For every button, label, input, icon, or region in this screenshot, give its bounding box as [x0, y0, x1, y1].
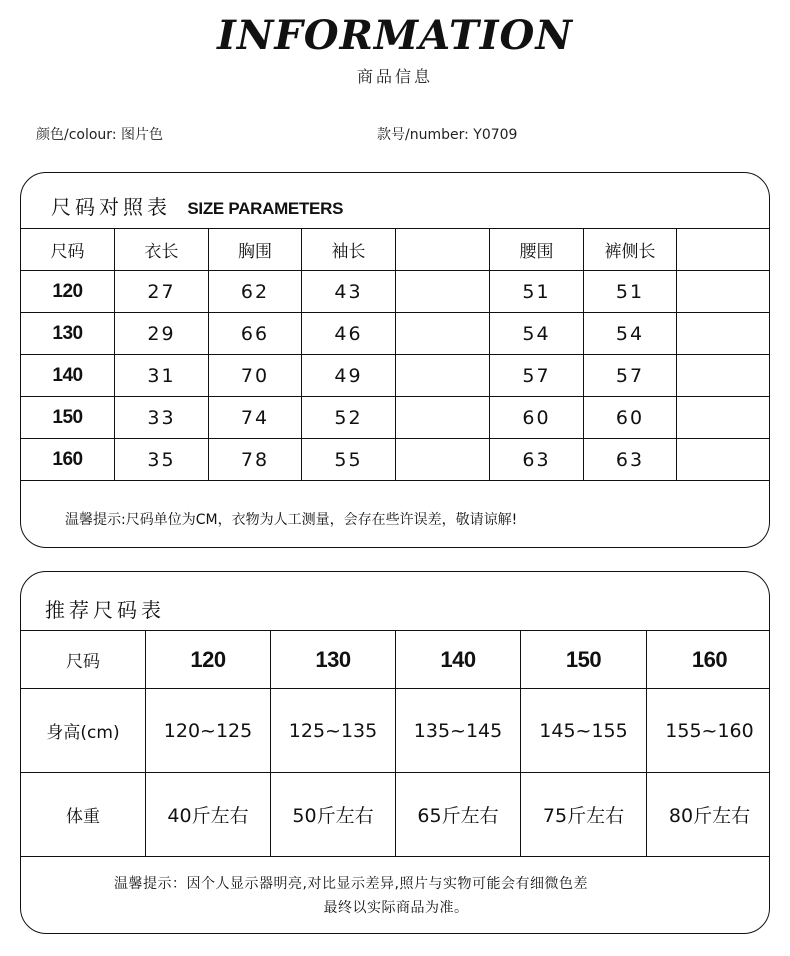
value-cell: [396, 313, 490, 355]
value-cell: [396, 397, 490, 439]
table-row: [21, 313, 771, 355]
value-cell: 33: [115, 397, 209, 439]
value-cell: 62: [209, 271, 302, 313]
height-cell: 155~160: [647, 689, 771, 773]
header-cell: 胸围: [209, 229, 302, 271]
value-cell: 60: [490, 397, 584, 439]
header-cell: 衣长: [115, 229, 209, 271]
value-cell: 29: [115, 313, 209, 355]
value-cell: [677, 313, 771, 355]
value-cell: 57: [584, 355, 677, 397]
row-label: 尺码: [21, 631, 146, 689]
size-chart-title-en: SIZE PARAMETERS: [187, 199, 344, 218]
value-cell: 51: [584, 271, 677, 313]
style-number-value: Y0709: [473, 127, 518, 143]
page-title: INFORMATION: [217, 12, 573, 59]
size-chart-panel: [20, 172, 770, 548]
recommend-panel: [20, 571, 770, 934]
recommend-note-line2: 最终以实际商品为准。: [323, 900, 469, 916]
value-cell: 57: [490, 355, 584, 397]
style-number-info: [377, 124, 517, 144]
header-cell: 腰围: [490, 229, 584, 271]
value-cell: [677, 397, 771, 439]
size-cell: 130: [21, 313, 115, 355]
recommend-weight-row: [21, 773, 771, 857]
recommend-table: [20, 630, 770, 857]
size-cell: 160: [647, 631, 771, 689]
size-chart-table: [20, 228, 770, 481]
value-cell: 54: [584, 313, 677, 355]
value-cell: 49: [302, 355, 396, 397]
recommend-height-row: [21, 689, 771, 773]
size-cell: 150: [521, 631, 647, 689]
value-cell: [677, 355, 771, 397]
weight-cell: 65斤左右: [396, 773, 521, 857]
weight-cell: 75斤左右: [521, 773, 647, 857]
value-cell: 74: [209, 397, 302, 439]
value-cell: 46: [302, 313, 396, 355]
header-cell: 袖长: [302, 229, 396, 271]
size-chart-header-row: [21, 229, 771, 271]
value-cell: [677, 271, 771, 313]
color-info: [36, 124, 163, 144]
header-cell: [677, 229, 771, 271]
value-cell: 27: [115, 271, 209, 313]
size-cell: 130: [271, 631, 396, 689]
color-label: 颜色/colour:: [36, 127, 117, 143]
height-cell: 145~155: [521, 689, 647, 773]
size-cell: 120: [146, 631, 271, 689]
value-cell: 51: [490, 271, 584, 313]
height-cell: 135~145: [396, 689, 521, 773]
value-cell: 43: [302, 271, 396, 313]
value-cell: 54: [490, 313, 584, 355]
recommend-size-row: [21, 631, 771, 689]
value-cell: [396, 271, 490, 313]
size-cell: 120: [21, 271, 115, 313]
size-chart-title-cn: 尺码对照表: [51, 195, 171, 219]
value-cell: 78: [209, 439, 302, 481]
size-chart-title: [51, 191, 343, 220]
value-cell: 63: [490, 439, 584, 481]
value-cell: 35: [115, 439, 209, 481]
size-cell: 140: [396, 631, 521, 689]
table-row: [21, 397, 771, 439]
header-cell: 尺码: [21, 229, 115, 271]
page-subtitle: 商品信息: [356, 67, 433, 86]
value-cell: 31: [115, 355, 209, 397]
color-value: 图片色: [121, 127, 163, 143]
value-cell: [396, 355, 490, 397]
height-cell: 125~135: [271, 689, 396, 773]
weight-cell: 50斤左右: [271, 773, 396, 857]
size-chart-note: 温馨提示:尺码单位为CM，衣物为人工测量，会存在些许误差，敬请谅解!: [65, 512, 518, 528]
value-cell: 66: [209, 313, 302, 355]
value-cell: [396, 439, 490, 481]
row-label: 身高(cm): [21, 689, 146, 773]
weight-cell: 40斤左右: [146, 773, 271, 857]
table-row: [21, 439, 771, 481]
value-cell: 52: [302, 397, 396, 439]
row-label: 体重: [21, 773, 146, 857]
value-cell: 55: [302, 439, 396, 481]
recommend-note-line1: 温馨提示：因个人显示器明亮,对比显示差异,照片与实物可能会有细微色差: [114, 876, 588, 892]
recommend-note: [21, 872, 770, 920]
value-cell: [677, 439, 771, 481]
height-cell: 120~125: [146, 689, 271, 773]
size-cell: 140: [21, 355, 115, 397]
size-cell: 160: [21, 439, 115, 481]
header-cell: 裤侧长: [584, 229, 677, 271]
table-row: [21, 355, 771, 397]
value-cell: 70: [209, 355, 302, 397]
value-cell: 63: [584, 439, 677, 481]
size-cell: 150: [21, 397, 115, 439]
style-number-label: 款号/number:: [377, 127, 469, 143]
value-cell: 60: [584, 397, 677, 439]
weight-cell: 80斤左右: [647, 773, 771, 857]
header-cell: [396, 229, 490, 271]
recommend-title: 推荐尺码表: [45, 598, 165, 622]
table-row: [21, 271, 771, 313]
